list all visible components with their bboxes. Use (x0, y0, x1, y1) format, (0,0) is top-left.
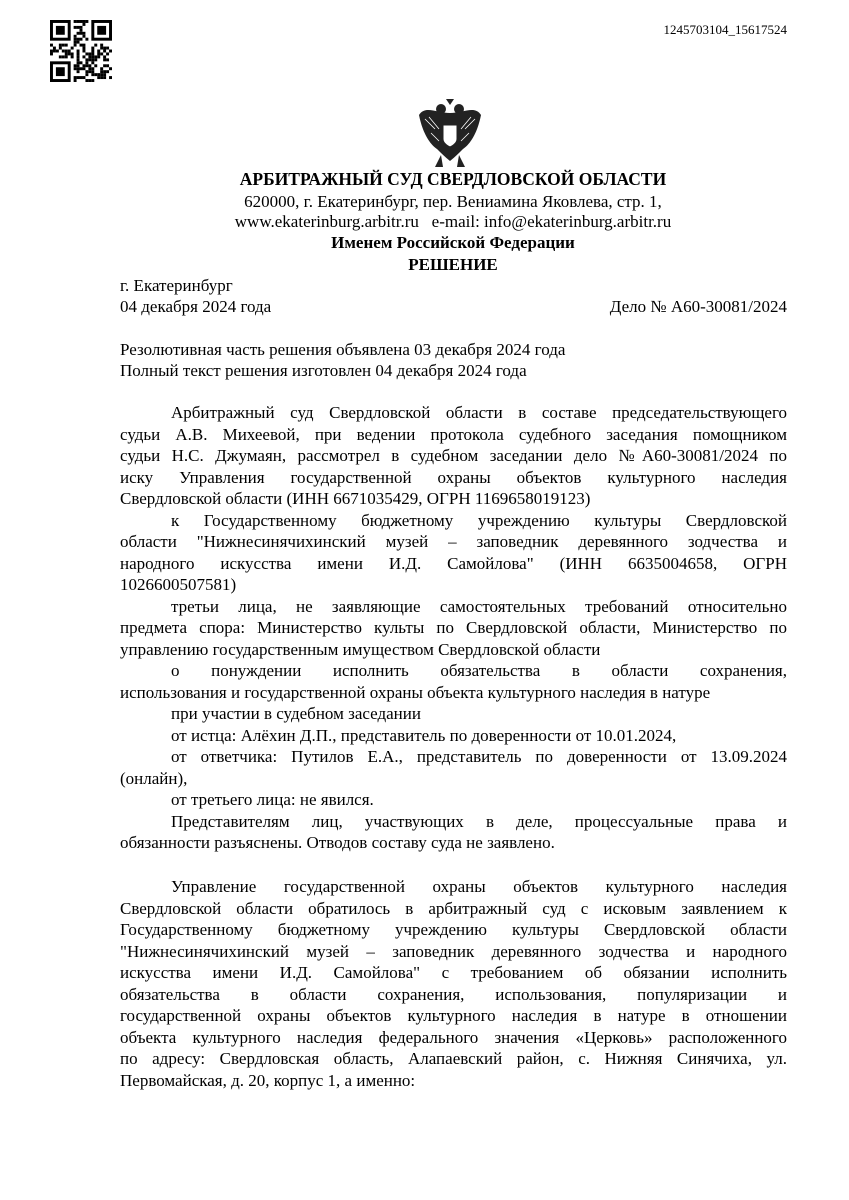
text-line: Арбитражный суд Свердловской области в составе председательствующего (171, 403, 787, 422)
text-line: третьи лица, не заявляющие самостоятельных требований относительно (171, 596, 787, 616)
paragraph (120, 510, 787, 596)
text-line: 1026600507581) (120, 575, 237, 594)
text-line: Управление государственной охраны объектов культурного наследия (171, 877, 787, 896)
court-name: АРБИТРАЖНЫЙ СУД СВЕРДЛОВСКОЙ ОБЛАСТИ (239, 169, 667, 189)
paragraph (120, 725, 787, 747)
court-address: 620000, г. Екатеринбург, пер. Вениамина Яковлева, стр. 1, (244, 192, 662, 211)
document-id: 1245703104_15617524 (663, 22, 787, 37)
text-line: обязательства в области сохранения, использования, популяризации и (120, 984, 787, 1004)
body-section-1 (120, 402, 787, 854)
text-line: при участии в судебном заседании (171, 704, 421, 723)
paragraph (120, 402, 787, 510)
text-line: Государственному бюджетному учреждению культуры Свердловской области (120, 920, 787, 939)
text-line: к Государственному бюджетному учреждению культуры Свердловской (171, 510, 787, 530)
paragraph (120, 596, 787, 661)
body-section-2 (120, 876, 787, 1091)
announce-line: Резолютивная часть решения объявлена 03 декабря 2024 года (120, 340, 566, 359)
paragraph (120, 789, 787, 811)
text-line: от ответчика: Путилов Е.А., представитель по доверенности от 13.09.2024 (171, 747, 787, 766)
text-line: области "Нижнесинячихинский музей – заповедник деревянного зодчества и (120, 532, 787, 551)
full-text-line: Полный текст решения изготовлен 04 декабря 2024 года (120, 361, 527, 380)
text-line: "Нижнесинячихинский музей – заповедник деревянного зодчества и народного (120, 941, 787, 961)
city: г. Екатеринбург (120, 276, 233, 295)
text-line: от истца: Алёхин Д.П., представитель по доверенности от 10.01.2024, (171, 725, 677, 745)
case-number: Дело № А60-30081/2024 (609, 297, 787, 316)
court-contacts: www.ekaterinburg.arbitr.ru e-mail: info@ekaterinburg.arbitr.ru (234, 212, 672, 231)
text-line: (онлайн), (120, 768, 188, 788)
in-name-heading: Именем Российской Федерации (331, 233, 575, 252)
paragraph (120, 703, 787, 725)
text-line: о понуждении исполнить обязательства в области сохранения, (171, 661, 787, 680)
qr-code-icon (50, 20, 112, 82)
text-line: по адресу: Свердловская область, Алапаевский район, с. Нижняя Синячиха, ул. (120, 1049, 787, 1068)
paragraph (120, 811, 787, 854)
text-line: Первомайская, д. 20, корпус 1, а именно: (120, 1070, 416, 1090)
text-line: предмета спора: Министерство культы по Свердловской области, Министерство по (120, 618, 787, 637)
text-line: судьи А.В. Михеевой, при ведении протокола судебного заседания помощником (120, 424, 787, 444)
paragraph (120, 660, 787, 703)
paragraph (120, 746, 787, 789)
text-line: обязанности разъяснены. Отводов составу суда не заявлено. (120, 833, 555, 852)
document-title: РЕШЕНИЕ (408, 255, 498, 274)
text-line: от третьего лица: не явился. (171, 790, 374, 809)
text-line: объекта культурного наследия федерального значения «Церковь» расположенного (120, 1027, 787, 1047)
text-line: управлению государственным имуществом Свердловской области (120, 639, 601, 659)
text-line: народного искусства имени И.Д. Самойлова" (ИНН 6635004658, ОГРН (120, 553, 787, 573)
text-line: Свердловской области обратилось в арбитражный суд с исковым заявлением к (120, 898, 787, 918)
text-line: Представителям лиц, участвующих в деле, процессуальные права и (171, 811, 787, 831)
text-line: искусства имени И.Д. Самойлова" с требованием об обязании исполнить (120, 963, 787, 982)
text-line: иску Управления государственной охраны объектов культурного наследия (120, 467, 787, 487)
text-line: судьи Н.С. Джумаян, рассмотрел в судебном заседании дело №А60-30081/2024 по (120, 446, 787, 465)
text-line: использования и государственной охраны объекта культурного наследия в натуре (120, 682, 711, 702)
coat-of-arms-icon (417, 95, 483, 171)
text-line: Свердловской области (ИНН 6671035429, ОГРН 1169658019123) (120, 489, 591, 508)
paragraph (120, 876, 787, 1091)
decision-date: 04 декабря 2024 года (120, 297, 272, 316)
text-line: государственной охраны объектов культурного наследия в натуре в отношении (120, 1006, 787, 1025)
